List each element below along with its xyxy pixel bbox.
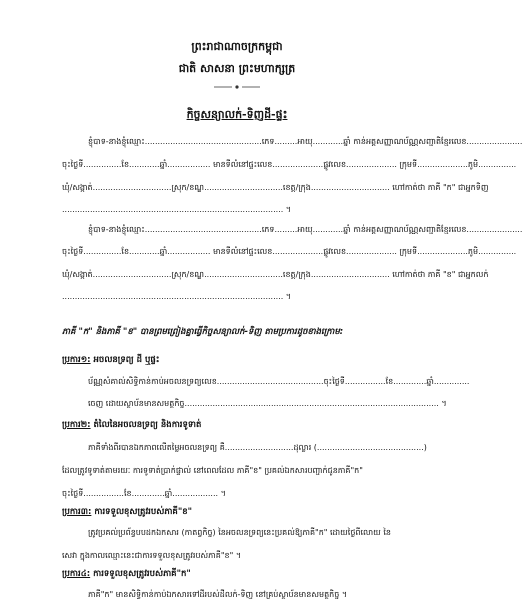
article-3-line-1: ត្រូវប្រគល់ប្រព័ន្ធបបដកឯកសារ (កាតព្វកិច្ច) នៃអចលនទ្រព្យនេះប្រគល់ឱ្យភាគី"ក" ដោយថ្ងៃពីលោយ នៃ <box>88 528 391 537</box>
article-2-line-2: ដែលត្រូវទូទាត់តាមរយៈ ការទូទាត់ប្រាក់ផ្ទាល់ នៅពេលដែល ភាគី"ខ" ប្រគល់ឯកសារបញ្ជាក់ជូនភាគី"ក" <box>62 466 363 475</box>
document-title: កិច្ចសន្យាលក់-ទិញដី-ផ្ទះ <box>186 108 288 121</box>
article-label: ប្រការ៣: <box>62 507 92 517</box>
article-label: ប្រការ៤: <box>62 569 91 579</box>
article-1-line-1: ប័ណ្ណសំគាល់សិទ្ធិកាន់កាប់អចលនទ្រព្យលេខ..........................................ចុះថ្ងៃទី................ខែ.............ឆ្នាំ.............. <box>88 377 470 386</box>
party-a-line-3: ឃុំ/សង្កាត់...............................ស្រុក/ខណ្ឌ...............................ខេត្ត/ក្រុង............................... ហៅកាត់ថា ភាគី "ក" ជាអ្នកទិញ <box>62 183 489 192</box>
article-title: ការទទួលខុសត្រូវរបស់ភាគី"ខ" <box>94 507 193 517</box>
article-2-line-1: ភាគីទាំងពីរបានឯកភាពលើតម្លៃអចលនទ្រព្យ គឺ...........................ដុល្លារ (..........................................) <box>88 443 427 452</box>
ornament-divider-icon <box>214 84 260 90</box>
article-1-line-2: ចេញ ដោយស្ថាប័នមានសមត្ថកិច្ច.................................................................................................... ។ <box>88 399 447 408</box>
article-title: ការទទួលខុសត្រូវរបស់ភាគី"ក" <box>93 569 191 579</box>
party-a-line-2: ចុះថ្ងៃទី...............ខែ............ឆ្នាំ................. មានទីលំនៅផ្ទះលេខ....................ផ្លូវលេខ.................... ក្រុមទី....................ភូមិ............... <box>62 160 517 169</box>
article-3-heading <box>62 507 432 519</box>
agreement-intro: ភាគី "ក" និងភាគី "ខ" បានព្រមព្រៀងគ្នាធ្វើកិច្ចសន្យាលក់-ទិញ តាមប្រការដូចខាងក្រោម: <box>62 327 344 337</box>
party-a-line-4: ....................................................................................... ។ <box>62 205 292 214</box>
article-1-heading <box>62 355 432 367</box>
article-2-heading <box>62 420 432 432</box>
national-motto: ជាតិ សាសនា ព្រះមហាក្សត្រ <box>178 62 296 75</box>
article-label: ប្រការ១: <box>62 355 91 365</box>
party-b-line-4: ....................................................................................... ។ <box>62 292 292 301</box>
kingdom-heading: ព្រះរាជាណាចក្រកម្ពុជា <box>191 40 283 53</box>
article-label: ប្រការ២: <box>62 420 91 430</box>
article-3-line-2: សេវា ក្នុងកាលឈ្មោះនេះជាការទទួលខុសត្រូវរបស់ភាគី"ខ" ។ <box>62 551 242 560</box>
article-4-line-1: ភាគី"ក" មានសិទ្ធិកាន់កាប់ឯកសារទៅដីរបស់ដីលក់-ទិញ នៅគ្រប់ស្ថាប័នមានសមត្ថកិច្ច ។ <box>88 590 348 599</box>
party-b-line-3: ឃុំ/សង្កាត់...............................ស្រុក/ខណ្ឌ...............................ខេត្ត/ក្រុង............................... ហៅកាត់ថា ភាគី "ខ" ជាអ្នកលក់ <box>62 270 489 279</box>
article-title: តំលៃនៃអចលនទ្រព្យ និងការទូទាត់ <box>93 420 202 430</box>
article-title: អចលនទ្រព្យ ដី ឬផ្ទះ <box>93 355 160 365</box>
party-b-line-2: ចុះថ្ងៃទី...............ខែ............ឆ្នាំ................. មានទីលំនៅផ្ទះលេខ....................ផ្លូវលេខ.................... ក្រុមទី....................ភូមិ............... <box>62 247 517 256</box>
article-2-line-3: ចុះថ្ងៃទី................ខែ.............ឆ្នាំ.................. ។ <box>62 489 226 498</box>
party-a-line-1: ខ្ញុំបាទ-នាងខ្ញុំឈ្មោះ..............................................ភេទ.........អាយុ............ឆ្នាំ កាន់អត្តសញ្ញាណប័ណ្ណសញ្ជាតិខ្មែរលេខ...................... <box>88 137 522 146</box>
article-4-heading <box>62 569 432 581</box>
party-b-line-1: ខ្ញុំបាទ-នាងខ្ញុំឈ្មោះ..............................................ភេទ.........អាយុ............ឆ្នាំ កាន់អត្តសញ្ញាណប័ណ្ណសញ្ជាតិខ្មែរលេខ...................... <box>88 225 522 234</box>
